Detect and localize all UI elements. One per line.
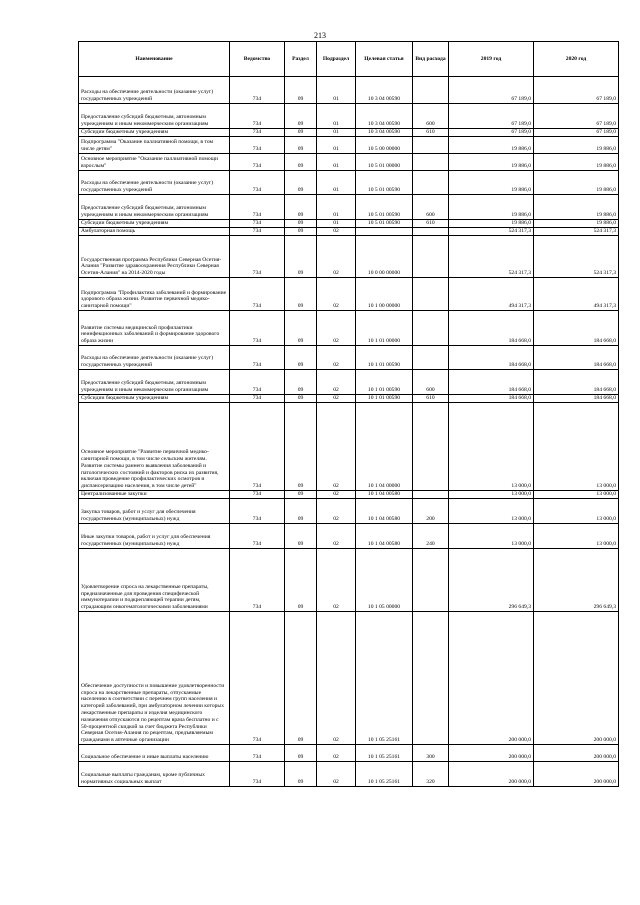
table-row <box>79 745 619 762</box>
row-amount-2020: 184 668,0 <box>534 311 619 346</box>
row-article: 10 1 05 25161 <box>356 762 413 787</box>
row-article <box>356 228 413 236</box>
row-name: Развитие системы медицинской профилактики неинфекционных заболеваний и формирование здорового образа жизни <box>79 311 230 346</box>
row-article: 10 5 01 00000 <box>356 154 413 171</box>
table-row <box>79 499 619 524</box>
row-subsection: 02 <box>317 346 356 370</box>
header-name: Наименование <box>79 42 230 77</box>
header-year-2020: 2020 год <box>534 42 619 77</box>
row-amount-2020: 184 668,0 <box>534 395 619 403</box>
row-amount-2019: 296 649,3 <box>449 549 534 612</box>
row-amount-2019: 494 317,3 <box>449 278 534 311</box>
row-amount-2019: 13 000,0 <box>449 491 534 499</box>
row-name: Расходы на обеспечение деятельности (оказание услуг) государственных учреждений <box>79 77 230 104</box>
row-section: 09 <box>285 549 317 612</box>
header-article: Целевая статья <box>356 42 413 77</box>
row-department: 734 <box>230 491 285 499</box>
row-article: 10 1 00 00000 <box>356 278 413 311</box>
row-expense-type <box>413 171 449 195</box>
row-department: 734 <box>230 745 285 762</box>
row-subsection: 02 <box>317 612 356 745</box>
row-department: 734 <box>230 104 285 129</box>
table-row <box>79 549 619 612</box>
row-department: 734 <box>230 499 285 524</box>
row-article: 10 3 04 00590 <box>356 104 413 129</box>
row-section: 09 <box>285 137 317 154</box>
row-subsection: 02 <box>317 491 356 499</box>
row-department: 734 <box>230 311 285 346</box>
row-name: Субсидии бюджетным учреждениям <box>79 129 230 137</box>
row-expense-type <box>413 612 449 745</box>
row-department: 734 <box>230 524 285 549</box>
row-subsection: 02 <box>317 228 356 236</box>
row-amount-2020: 494 317,3 <box>534 278 619 311</box>
row-expense-type <box>413 549 449 612</box>
row-name: Закупка товаров, работ и услуг для обеспечения государственных (муниципальных) нужд <box>79 499 230 524</box>
row-subsection: 02 <box>317 278 356 311</box>
table-row <box>79 171 619 195</box>
row-name: Социальное обеспечение и иные выплаты населению <box>79 745 230 762</box>
row-name: Обеспечение доступности и повышение удовлетворенности спроса на лекарственные препараты, отпускаемые населению в соответствии с перечнем групп населения и категорий заболеваний, при амбулаторном лечении которых лекарственные препараты и изделия медицинского назначения отпускаются по рецептам врача бесплатно и с 50-процентной скидкой за счет бюджета Республики Северная Осетия-Алания по рецептам, предъявляемым гражданами в аптечные организации <box>79 612 230 745</box>
row-name: Расходы на обеспечение деятельности (оказание услуг) государственных учреждений <box>79 346 230 370</box>
budget-table <box>78 41 619 787</box>
row-expense-type <box>413 137 449 154</box>
table-row <box>79 612 619 745</box>
row-section: 09 <box>285 171 317 195</box>
row-expense-type: 600 <box>413 370 449 395</box>
row-section: 09 <box>285 346 317 370</box>
row-section: 09 <box>285 524 317 549</box>
row-department: 734 <box>230 346 285 370</box>
row-subsection: 02 <box>317 370 356 395</box>
row-name: Основное мероприятие "Развитие первичной медико-санитарной помощи, в том числе сельским жителям. Развитие системы раннего выявления заболеваний и патологических состояний и факторов риска их развития, включая проведение профилактических осмотров и диспансеризацию населения, в том числе детей" <box>79 403 230 491</box>
row-subsection: 01 <box>317 171 356 195</box>
row-name: Расходы на обеспечение деятельности (оказание услуг) государственных учреждений <box>79 171 230 195</box>
row-section: 09 <box>285 762 317 787</box>
row-amount-2019: 13 000,0 <box>449 403 534 491</box>
table-row <box>79 491 619 499</box>
row-amount-2020: 13 000,0 <box>534 403 619 491</box>
row-subsection: 01 <box>317 220 356 228</box>
row-amount-2019: 200 000,0 <box>449 612 534 745</box>
row-article: 10 5 01 00590 <box>356 220 413 228</box>
row-section: 09 <box>285 370 317 395</box>
row-section: 09 <box>285 154 317 171</box>
row-department: 734 <box>230 612 285 745</box>
row-name: Основное мероприятие "Оказание паллиативной помощи взрослым" <box>79 154 230 171</box>
header-department: Ведомство <box>230 42 285 77</box>
row-section: 09 <box>285 612 317 745</box>
row-article: 10 3 04 00590 <box>356 77 413 104</box>
row-section: 09 <box>285 77 317 104</box>
row-name: Предоставление субсидий бюджетным, автономным учреждениям и иным некоммерческим организациям <box>79 104 230 129</box>
row-expense-type: 600 <box>413 195 449 220</box>
row-section: 09 <box>285 499 317 524</box>
row-expense-type <box>413 154 449 171</box>
table-row <box>79 77 619 104</box>
row-expense-type: 610 <box>413 220 449 228</box>
row-department: 734 <box>230 762 285 787</box>
row-expense-type <box>413 491 449 499</box>
row-expense-type: 200 <box>413 499 449 524</box>
table-row <box>79 195 619 220</box>
row-name: Предоставление субсидий бюджетным, автономным учреждениям и иным некоммерческим организациям <box>79 195 230 220</box>
row-article: 10 3 04 00590 <box>356 129 413 137</box>
table-row <box>79 524 619 549</box>
row-article: 10 1 01 00590 <box>356 370 413 395</box>
row-expense-type <box>413 346 449 370</box>
table-row <box>79 220 619 228</box>
row-department: 734 <box>230 220 285 228</box>
row-expense-type: 300 <box>413 745 449 762</box>
row-department: 734 <box>230 171 285 195</box>
row-name: Амбулаторная помощь <box>79 228 230 236</box>
row-subsection: 01 <box>317 137 356 154</box>
row-amount-2019: 19 886,0 <box>449 171 534 195</box>
header-year-2019: 2019 год <box>449 42 534 77</box>
table-row <box>79 137 619 154</box>
row-section: 09 <box>285 311 317 346</box>
table-row <box>79 104 619 129</box>
row-amount-2019: 67 189,0 <box>449 129 534 137</box>
row-amount-2020: 13 000,0 <box>534 499 619 524</box>
row-department: 734 <box>230 77 285 104</box>
row-article: 10 1 05 00000 <box>356 549 413 612</box>
row-amount-2019: 19 886,0 <box>449 137 534 154</box>
row-expense-type <box>413 311 449 346</box>
row-subsection: 02 <box>317 311 356 346</box>
table-row <box>79 346 619 370</box>
row-amount-2019: 184 668,0 <box>449 346 534 370</box>
row-expense-type: 600 <box>413 104 449 129</box>
row-amount-2019: 200 000,0 <box>449 745 534 762</box>
table-row <box>79 236 619 278</box>
row-subsection: 02 <box>317 395 356 403</box>
row-article: 10 5 01 00590 <box>356 171 413 195</box>
row-amount-2019: 13 000,0 <box>449 499 534 524</box>
row-subsection: 01 <box>317 154 356 171</box>
row-amount-2019: 19 886,0 <box>449 154 534 171</box>
row-amount-2020: 184 668,0 <box>534 346 619 370</box>
table-row <box>79 278 619 311</box>
row-subsection: 01 <box>317 195 356 220</box>
row-name: Удовлетворение спроса на лекарственные препараты, предназначенные для проведения специфической иммунотерапии и подкрепляющей терапии детям, страдающим онкогематологическими заболеваниями <box>79 549 230 612</box>
header-section: Раздел <box>285 42 317 77</box>
row-section: 09 <box>285 228 317 236</box>
row-subsection: 02 <box>317 745 356 762</box>
row-expense-type: 320 <box>413 762 449 787</box>
row-subsection: 02 <box>317 499 356 524</box>
row-expense-type <box>413 77 449 104</box>
row-name: Государственная программа Республики Северная Осетия-Алания "Развитие здравоохранения Республики Северная Осетия-Алания" на 2014-2020 годы <box>79 236 230 278</box>
table-row <box>79 762 619 787</box>
page-number: 213 <box>314 31 326 40</box>
row-name: Централизованные закупки <box>79 491 230 499</box>
row-amount-2020: 524 317,3 <box>534 228 619 236</box>
row-department: 734 <box>230 236 285 278</box>
row-amount-2020: 184 668,0 <box>534 370 619 395</box>
row-article: 10 1 04 00000 <box>356 403 413 491</box>
row-amount-2019: 67 189,0 <box>449 77 534 104</box>
row-subsection: 01 <box>317 104 356 129</box>
row-name: Субсидии бюджетным учреждениям <box>79 395 230 403</box>
row-section: 09 <box>285 395 317 403</box>
row-amount-2020: 67 189,0 <box>534 77 619 104</box>
row-section: 09 <box>285 129 317 137</box>
row-department: 734 <box>230 195 285 220</box>
row-name: Субсидии бюджетным учреждениям <box>79 220 230 228</box>
row-article: 10 1 01 00590 <box>356 346 413 370</box>
header-subsection: Подраздел <box>317 42 356 77</box>
row-name: Подпрограмма "Оказание паллиативной помощи, в том числе детям" <box>79 137 230 154</box>
row-amount-2020: 200 000,0 <box>534 762 619 787</box>
table-row <box>79 370 619 395</box>
table-row <box>79 403 619 491</box>
row-amount-2020: 19 886,0 <box>534 137 619 154</box>
row-department: 734 <box>230 278 285 311</box>
row-amount-2020: 19 886,0 <box>534 220 619 228</box>
row-subsection: 01 <box>317 77 356 104</box>
row-amount-2020: 200 000,0 <box>534 745 619 762</box>
row-name: Иные закупки товаров, работ и услуг для обеспечения государственных (муниципальных) нужд <box>79 524 230 549</box>
row-amount-2019: 19 886,0 <box>449 195 534 220</box>
row-department: 734 <box>230 228 285 236</box>
row-amount-2020: 67 189,0 <box>534 104 619 129</box>
row-subsection: 02 <box>317 549 356 612</box>
row-amount-2020: 19 886,0 <box>534 154 619 171</box>
row-article: 10 1 01 00590 <box>356 395 413 403</box>
row-amount-2019: 13 000,0 <box>449 524 534 549</box>
row-article: 10 5 00 00000 <box>356 137 413 154</box>
row-amount-2020: 524 317,3 <box>534 236 619 278</box>
row-amount-2020: 19 886,0 <box>534 195 619 220</box>
row-amount-2020: 200 000,0 <box>534 612 619 745</box>
row-amount-2020: 13 000,0 <box>534 491 619 499</box>
row-department: 734 <box>230 370 285 395</box>
row-section: 09 <box>285 236 317 278</box>
row-section: 09 <box>285 195 317 220</box>
row-amount-2019: 524 317,3 <box>449 236 534 278</box>
row-expense-type: 610 <box>413 395 449 403</box>
row-article: 10 1 05 25161 <box>356 612 413 745</box>
row-amount-2020: 67 189,0 <box>534 129 619 137</box>
row-section: 09 <box>285 491 317 499</box>
row-department: 734 <box>230 549 285 612</box>
row-subsection: 02 <box>317 403 356 491</box>
row-expense-type <box>413 236 449 278</box>
row-amount-2019: 184 668,0 <box>449 370 534 395</box>
row-article: 10 1 01 00000 <box>356 311 413 346</box>
row-amount-2019: 184 668,0 <box>449 395 534 403</box>
table-row <box>79 395 619 403</box>
header-expense-type: Вид расхода <box>413 42 449 77</box>
row-expense-type <box>413 403 449 491</box>
row-amount-2020: 296 649,3 <box>534 549 619 612</box>
row-article: 10 1 04 00580 <box>356 524 413 549</box>
row-department: 734 <box>230 403 285 491</box>
row-amount-2020: 13 000,0 <box>534 524 619 549</box>
row-section: 09 <box>285 278 317 311</box>
header-row <box>79 42 619 77</box>
row-amount-2019: 67 189,0 <box>449 104 534 129</box>
row-department: 734 <box>230 154 285 171</box>
row-amount-2020: 19 886,0 <box>534 171 619 195</box>
row-department: 734 <box>230 395 285 403</box>
row-article: 10 1 04 00580 <box>356 499 413 524</box>
row-article: 10 5 01 00590 <box>356 195 413 220</box>
table-row <box>79 228 619 236</box>
row-article: 10 1 05 25161 <box>356 745 413 762</box>
row-name: Предоставление субсидий бюджетным, автономным учреждениям и иным некоммерческим организациям <box>79 370 230 395</box>
row-section: 09 <box>285 220 317 228</box>
table-row <box>79 311 619 346</box>
row-amount-2019: 184 668,0 <box>449 311 534 346</box>
row-subsection: 02 <box>317 236 356 278</box>
row-section: 09 <box>285 104 317 129</box>
row-amount-2019: 524 317,3 <box>449 228 534 236</box>
row-name: Подпрограмма "Профилактика заболеваний и формирование здорового образа жизни. Развитие первичной медико-санитарной помощи" <box>79 278 230 311</box>
row-expense-type: 240 <box>413 524 449 549</box>
row-expense-type <box>413 278 449 311</box>
row-section: 09 <box>285 745 317 762</box>
table-row <box>79 154 619 171</box>
table-row <box>79 129 619 137</box>
row-article: 10 0 00 00000 <box>356 236 413 278</box>
row-department: 734 <box>230 137 285 154</box>
row-name: Социальные выплаты гражданам, кроме публичных нормативных социальных выплат <box>79 762 230 787</box>
row-department: 734 <box>230 129 285 137</box>
row-section: 09 <box>285 403 317 491</box>
row-expense-type: 610 <box>413 129 449 137</box>
row-amount-2019: 19 886,0 <box>449 220 534 228</box>
row-subsection: 02 <box>317 524 356 549</box>
row-article: 10 1 04 00580 <box>356 491 413 499</box>
row-expense-type <box>413 228 449 236</box>
row-subsection: 01 <box>317 129 356 137</box>
row-subsection: 02 <box>317 762 356 787</box>
row-amount-2019: 200 000,0 <box>449 762 534 787</box>
